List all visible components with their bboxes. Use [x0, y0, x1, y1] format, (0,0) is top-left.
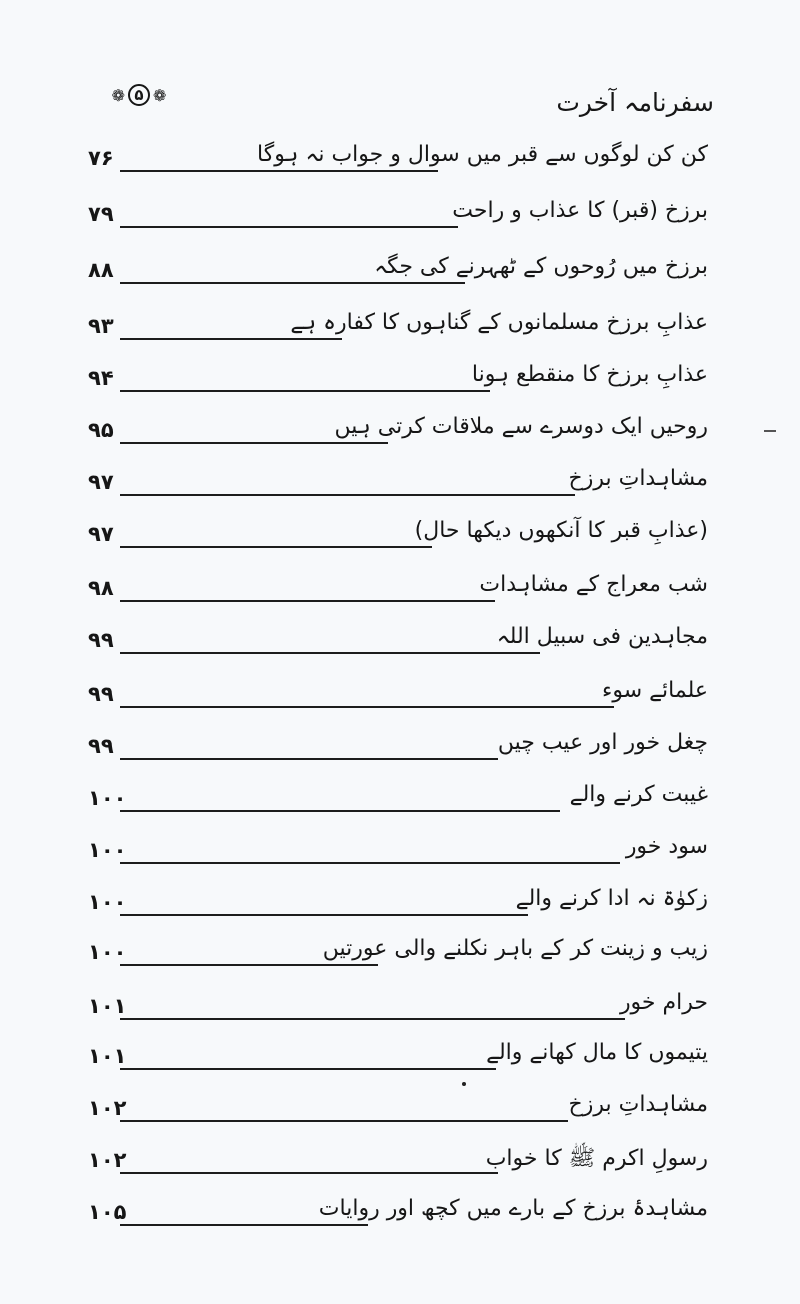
toc-entry-page: ۹۵: [88, 418, 114, 442]
toc-entry: [88, 466, 708, 506]
toc-entry-page: ۹۹: [88, 628, 114, 652]
toc-entry: [88, 362, 708, 402]
toc-entry-page: ۹۷: [88, 470, 114, 494]
toc-leader-line: [120, 1172, 498, 1174]
toc-entry-page: ۷۶: [88, 146, 114, 170]
toc-entry-page: ۹۳: [88, 314, 114, 338]
toc-leader-line: [120, 1018, 625, 1020]
toc-entry: [88, 730, 708, 770]
toc-leader-line: [120, 914, 528, 916]
toc-entry-page: ۱۰۰: [88, 940, 127, 964]
toc-entry-title: مشاہداتِ برزخ: [568, 466, 708, 491]
book-title: سفرنامہ آخرت: [556, 88, 714, 117]
toc-leader-line: [120, 282, 465, 284]
toc-entry-title: عذابِ برزخ مسلمانوں کے گناہوں کا کفارہ ہے: [290, 310, 708, 335]
toc-leader-line: [120, 862, 620, 864]
toc-entry-page: ۱۰۲: [88, 1148, 127, 1172]
toc-leader-line: [120, 652, 540, 654]
toc-entry-page: ۱۰۵: [88, 1200, 127, 1224]
toc-entry: [88, 142, 708, 182]
toc-entry-page: ۱۰۰: [88, 786, 127, 810]
toc-entry-title: (عذابِ قبر کا آنکھوں دیکھا حال): [414, 518, 708, 543]
toc-entry-page: ۱۰۱: [88, 994, 127, 1018]
toc-entry-page: ۸۸: [88, 258, 114, 282]
toc-entry-page: ۹۷: [88, 522, 114, 546]
toc-entry: [88, 572, 708, 612]
toc-entry: [88, 886, 708, 926]
page-number: ۵: [128, 84, 150, 106]
toc-entry: [88, 834, 708, 874]
toc-entry-title: علمائے سوء: [602, 678, 708, 703]
toc-entry-title: یتیموں کا مال کھانے والے: [486, 1040, 708, 1065]
toc-entry: [88, 1144, 708, 1184]
toc-leader-line: [120, 338, 342, 340]
toc-entry-page: ۹۹: [88, 682, 114, 706]
toc-entry-title: غیبت کرنے والے: [569, 782, 708, 807]
toc-entry: [88, 678, 708, 718]
toc-entry: [88, 414, 708, 454]
toc-leader-line: [120, 1120, 568, 1122]
toc-entry-title: برزخ (قبر) کا عذاب و راحت: [452, 198, 708, 223]
ornament-right-icon: ❁: [153, 85, 167, 105]
toc-entry-page: ۹۴: [88, 366, 114, 390]
toc-entry: [88, 198, 708, 238]
toc-entry: [88, 518, 708, 558]
toc-entry: [88, 1092, 708, 1132]
toc-entry-title: سود خور: [625, 834, 708, 859]
toc-entry-title: زکوٰۃ نہ ادا کرنے والے: [515, 886, 708, 911]
toc-entry-page: ۹۹: [88, 734, 114, 758]
toc-entry-page: ۱۰۲: [88, 1096, 127, 1120]
toc-leader-line: [120, 810, 560, 812]
toc-entry-title: حرام خور: [619, 990, 708, 1015]
toc-entry-title: روحیں ایک دوسرے سے ملاقات کرتی ہیں: [334, 414, 708, 439]
toc-entry-page: ۱۰۰: [88, 838, 127, 862]
toc-entry-title: رسولِ اکرم ﷺ کا خواب: [485, 1146, 708, 1171]
toc-entry-title: شب معراج کے مشاہدات: [479, 572, 708, 597]
toc-entry-page: ۷۹: [88, 202, 114, 226]
toc-entry-title: چغل خور اور عیب چیں: [497, 730, 708, 755]
toc-entry: [88, 1196, 708, 1236]
toc-leader-line: [120, 494, 575, 496]
toc-leader-line: [120, 964, 378, 966]
toc-leader-line: [120, 706, 614, 708]
toc-leader-line: [120, 758, 498, 760]
toc-entry: [88, 782, 708, 822]
toc-entry-title: کن کن لوگوں سے قبر میں سوال و جواب نہ ہوگا: [257, 142, 708, 167]
toc-entry-title: مشاہدۂ برزخ کے بارے میں کچھ اور روایات: [318, 1196, 708, 1221]
print-speck: [462, 1082, 466, 1086]
toc-entry-title: مشاہداتِ برزخ: [568, 1092, 708, 1117]
toc-entry: [88, 1040, 708, 1080]
toc-entry: [88, 936, 708, 976]
toc-leader-line: [120, 600, 495, 602]
toc-leader-line: [120, 170, 438, 172]
toc-leader-line: [120, 546, 432, 548]
toc-entry-title: عذابِ برزخ کا منقطع ہونا: [471, 362, 708, 387]
toc-leader-line: [120, 390, 490, 392]
toc-leader-line: [120, 442, 388, 444]
toc-entry: [88, 990, 708, 1030]
toc-leader-line: [120, 1224, 368, 1226]
toc-entry-title: زیب و زینت کر کے باہر نکلنے والی عورتیں: [322, 936, 708, 961]
toc-entry-title: مجاہدین فی سبیل اللہ: [496, 624, 708, 649]
ornament-left-icon: ❁: [111, 85, 125, 105]
toc-entry: [88, 254, 708, 294]
toc-leader-line: [120, 226, 458, 228]
toc-entry-title: برزخ میں رُوحوں کے ٹھہرنے کی جگہ: [374, 254, 708, 279]
toc-entry: [88, 310, 708, 350]
toc-entry-page: ۱۰۰: [88, 890, 127, 914]
toc-entry-page: ۱۰۱: [88, 1044, 127, 1068]
toc-leader-line: [120, 1068, 496, 1070]
page-number-ornament: [104, 80, 174, 110]
toc-entry: [88, 624, 708, 664]
margin-mark: [764, 430, 776, 432]
toc-entry-page: ۹۸: [88, 576, 114, 600]
